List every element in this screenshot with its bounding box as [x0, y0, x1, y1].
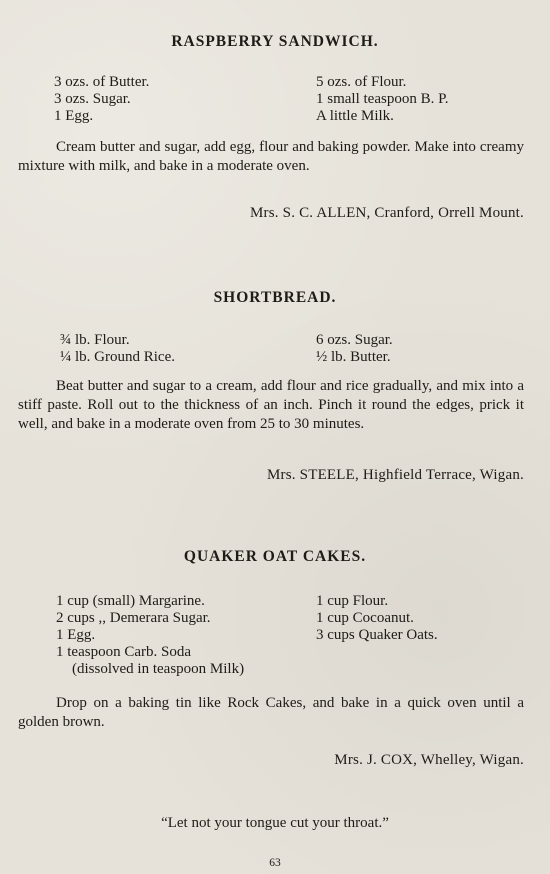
- ingredient-line: ¾ lb. Flour.: [60, 332, 130, 348]
- ingredient-line: 6 ozs. Sugar.: [316, 332, 393, 348]
- ingredient-line: 3 cups Quaker Oats.: [316, 627, 438, 643]
- recipe-title-raspberry-sandwich: RASPBERRY SANDWICH.: [171, 33, 379, 50]
- ingredients-right-quaker-oat-cakes: [316, 593, 438, 644]
- ingredient-line: 1 cup Flour.: [316, 593, 389, 609]
- ingredient-line: 1 small teaspoon B. P.: [316, 91, 449, 107]
- ingredients-right-shortbread: [316, 332, 393, 366]
- attribution-raspberry-sandwich: Mrs. S. C. ALLEN, Cranford, Orrell Mount.: [249, 205, 524, 221]
- ingredient-line: 3 ozs. of Butter.: [54, 74, 150, 90]
- ingredients-left-shortbread: [60, 332, 175, 366]
- ingredient-line: 1 cup (small) Margarine.: [56, 593, 205, 609]
- attribution-shortbread: Mrs. STEELE, Highfield Terrace, Wigan.: [267, 467, 524, 483]
- proverb-quote: “Let not your tongue cut your throat.”: [161, 815, 389, 831]
- ingredient-line: 5 ozs. of Flour.: [316, 74, 407, 90]
- ingredient-note: (dissolved in teaspoon Milk): [72, 661, 245, 677]
- ingredient-line: ½ lb. Butter.: [316, 349, 391, 365]
- ingredient-line: 2 cups ,, Demerara Sugar.: [56, 610, 211, 626]
- method-raspberry-sandwich: Cream butter and sugar, add egg, flour and baking powder. Make into creamy mixture with milk, and bake in a moderate oven.: [18, 139, 524, 174]
- ingredient-line: 1 Egg.: [56, 627, 96, 643]
- ingredients-right-raspberry-sandwich: [316, 74, 449, 125]
- ingredients-left-quaker-oat-cakes: [56, 593, 244, 678]
- attribution-quaker-oat-cakes: Mrs. J. COX, Whelley, Wigan.: [334, 752, 524, 768]
- ingredients-left-raspberry-sandwich: [54, 74, 149, 125]
- recipe-title-shortbread: SHORTBREAD.: [213, 289, 337, 306]
- ingredient-line: ¼ lb. Ground Rice.: [60, 349, 175, 365]
- ingredient-line: 1 Egg.: [54, 108, 94, 124]
- method-quaker-oat-cakes: Drop on a baking tin like Rock Cakes, and bake in a quick oven until a golden brown.: [18, 695, 524, 730]
- ingredient-line: 1 cup Cocoanut.: [316, 610, 414, 626]
- ingredient-line: 3 ozs. Sugar.: [54, 91, 131, 107]
- ingredient-line: 1 teaspoon Carb. Soda: [56, 644, 191, 660]
- method-shortbread: Beat butter and sugar to a cream, add flour and rice gradually, and mix into a stiff paste. Roll out to the thickness of an inch. Pinch it round the edges, prick it well, and bake in a moderate oven from 25 to 30 minutes.: [18, 378, 524, 432]
- ingredient-line: A little Milk.: [316, 108, 394, 124]
- recipe-title-quaker-oat-cakes: QUAKER OAT CAKES.: [183, 548, 367, 565]
- page-number: 63: [269, 857, 281, 869]
